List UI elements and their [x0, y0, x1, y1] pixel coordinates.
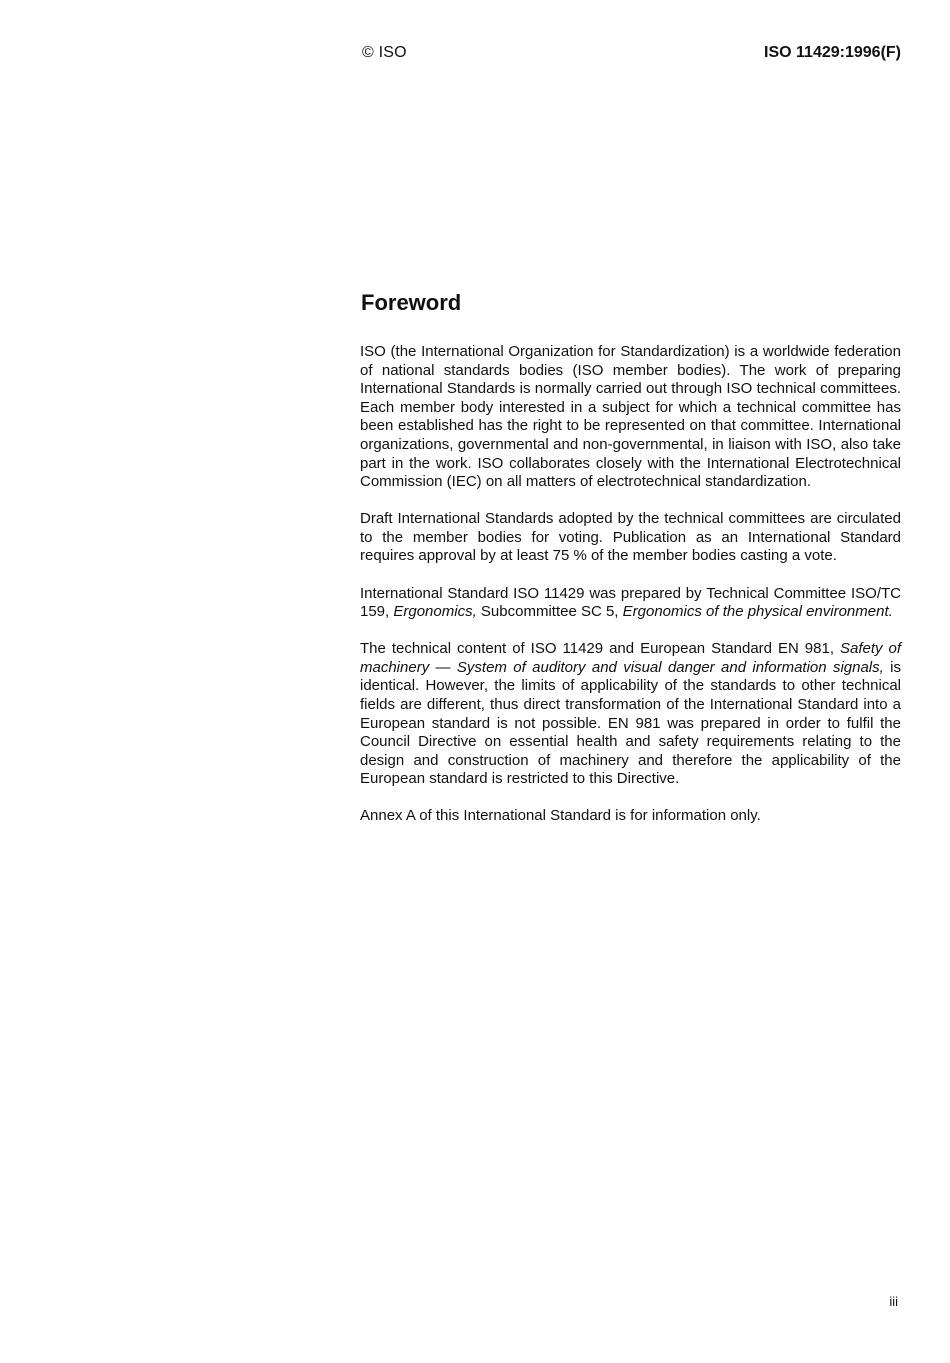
en-981-title: Safety of machinery — System of auditory and visual danger and information signals, [360, 640, 901, 676]
paragraph-iso-organization: ISO (the International Organization for Standardization) is a worldwide federation of national standards bodies (ISO member bodies). The work of preparing International Standards is normally carried out through ISO technical committees. Each member body interested in a subject for which a technical committee has been established has the right to be represented on that committee. International organizations, governmental and non-governmental, in liaison with ISO, also take part in the work. ISO collaborates closely with the International Electrotechnical Commission (IEC) on all matters of electrotechnical standardization. [360, 343, 901, 491]
paragraph-draft-standards: Draft International Standards adopted by the technical committees are circulated to the member bodies for voting. Publication as an International Standard requires approval by at least 75 % of the member bodies casting a vote. [360, 510, 901, 565]
paragraph-preparation [360, 585, 901, 622]
page-title: Foreword [361, 290, 462, 315]
foreword-body [360, 343, 901, 845]
paragraph-technical-content-text-2: is identical. However, the limits of applicability of the standards to other technical fields are different, thus direct transformation of the International Standard into a European standard is not possible. EN 981 was prepared in order to fulfil the Council Directive on essential health and safety requirements relating to the design and construction of machinery and therefore the applicability of the European standard is restricted to this Directive. [360, 658, 902, 788]
paragraph-technical-content-text-1: The technical content of ISO 11429 and European Standard EN 981, [360, 640, 840, 658]
paragraph-annex: Annex A of this International Standard is for information only. [360, 807, 761, 825]
committee-name: Ergonomics, [393, 603, 477, 621]
paragraph-preparation-text-2: Subcommittee SC 5, [476, 603, 623, 621]
page-number: iii [889, 1294, 898, 1309]
header-copyright: © ISO [362, 44, 407, 61]
subcommittee-name: Ergonomics of the physical environment. [622, 603, 893, 621]
paragraph-preparation-text-1: International Standard ISO 11429 was prepared by Technical Committee ISO/TC 159, [360, 584, 901, 621]
header-standard-id: ISO 11429:1996(F) [764, 44, 901, 61]
paragraph-technical-content [360, 640, 901, 789]
